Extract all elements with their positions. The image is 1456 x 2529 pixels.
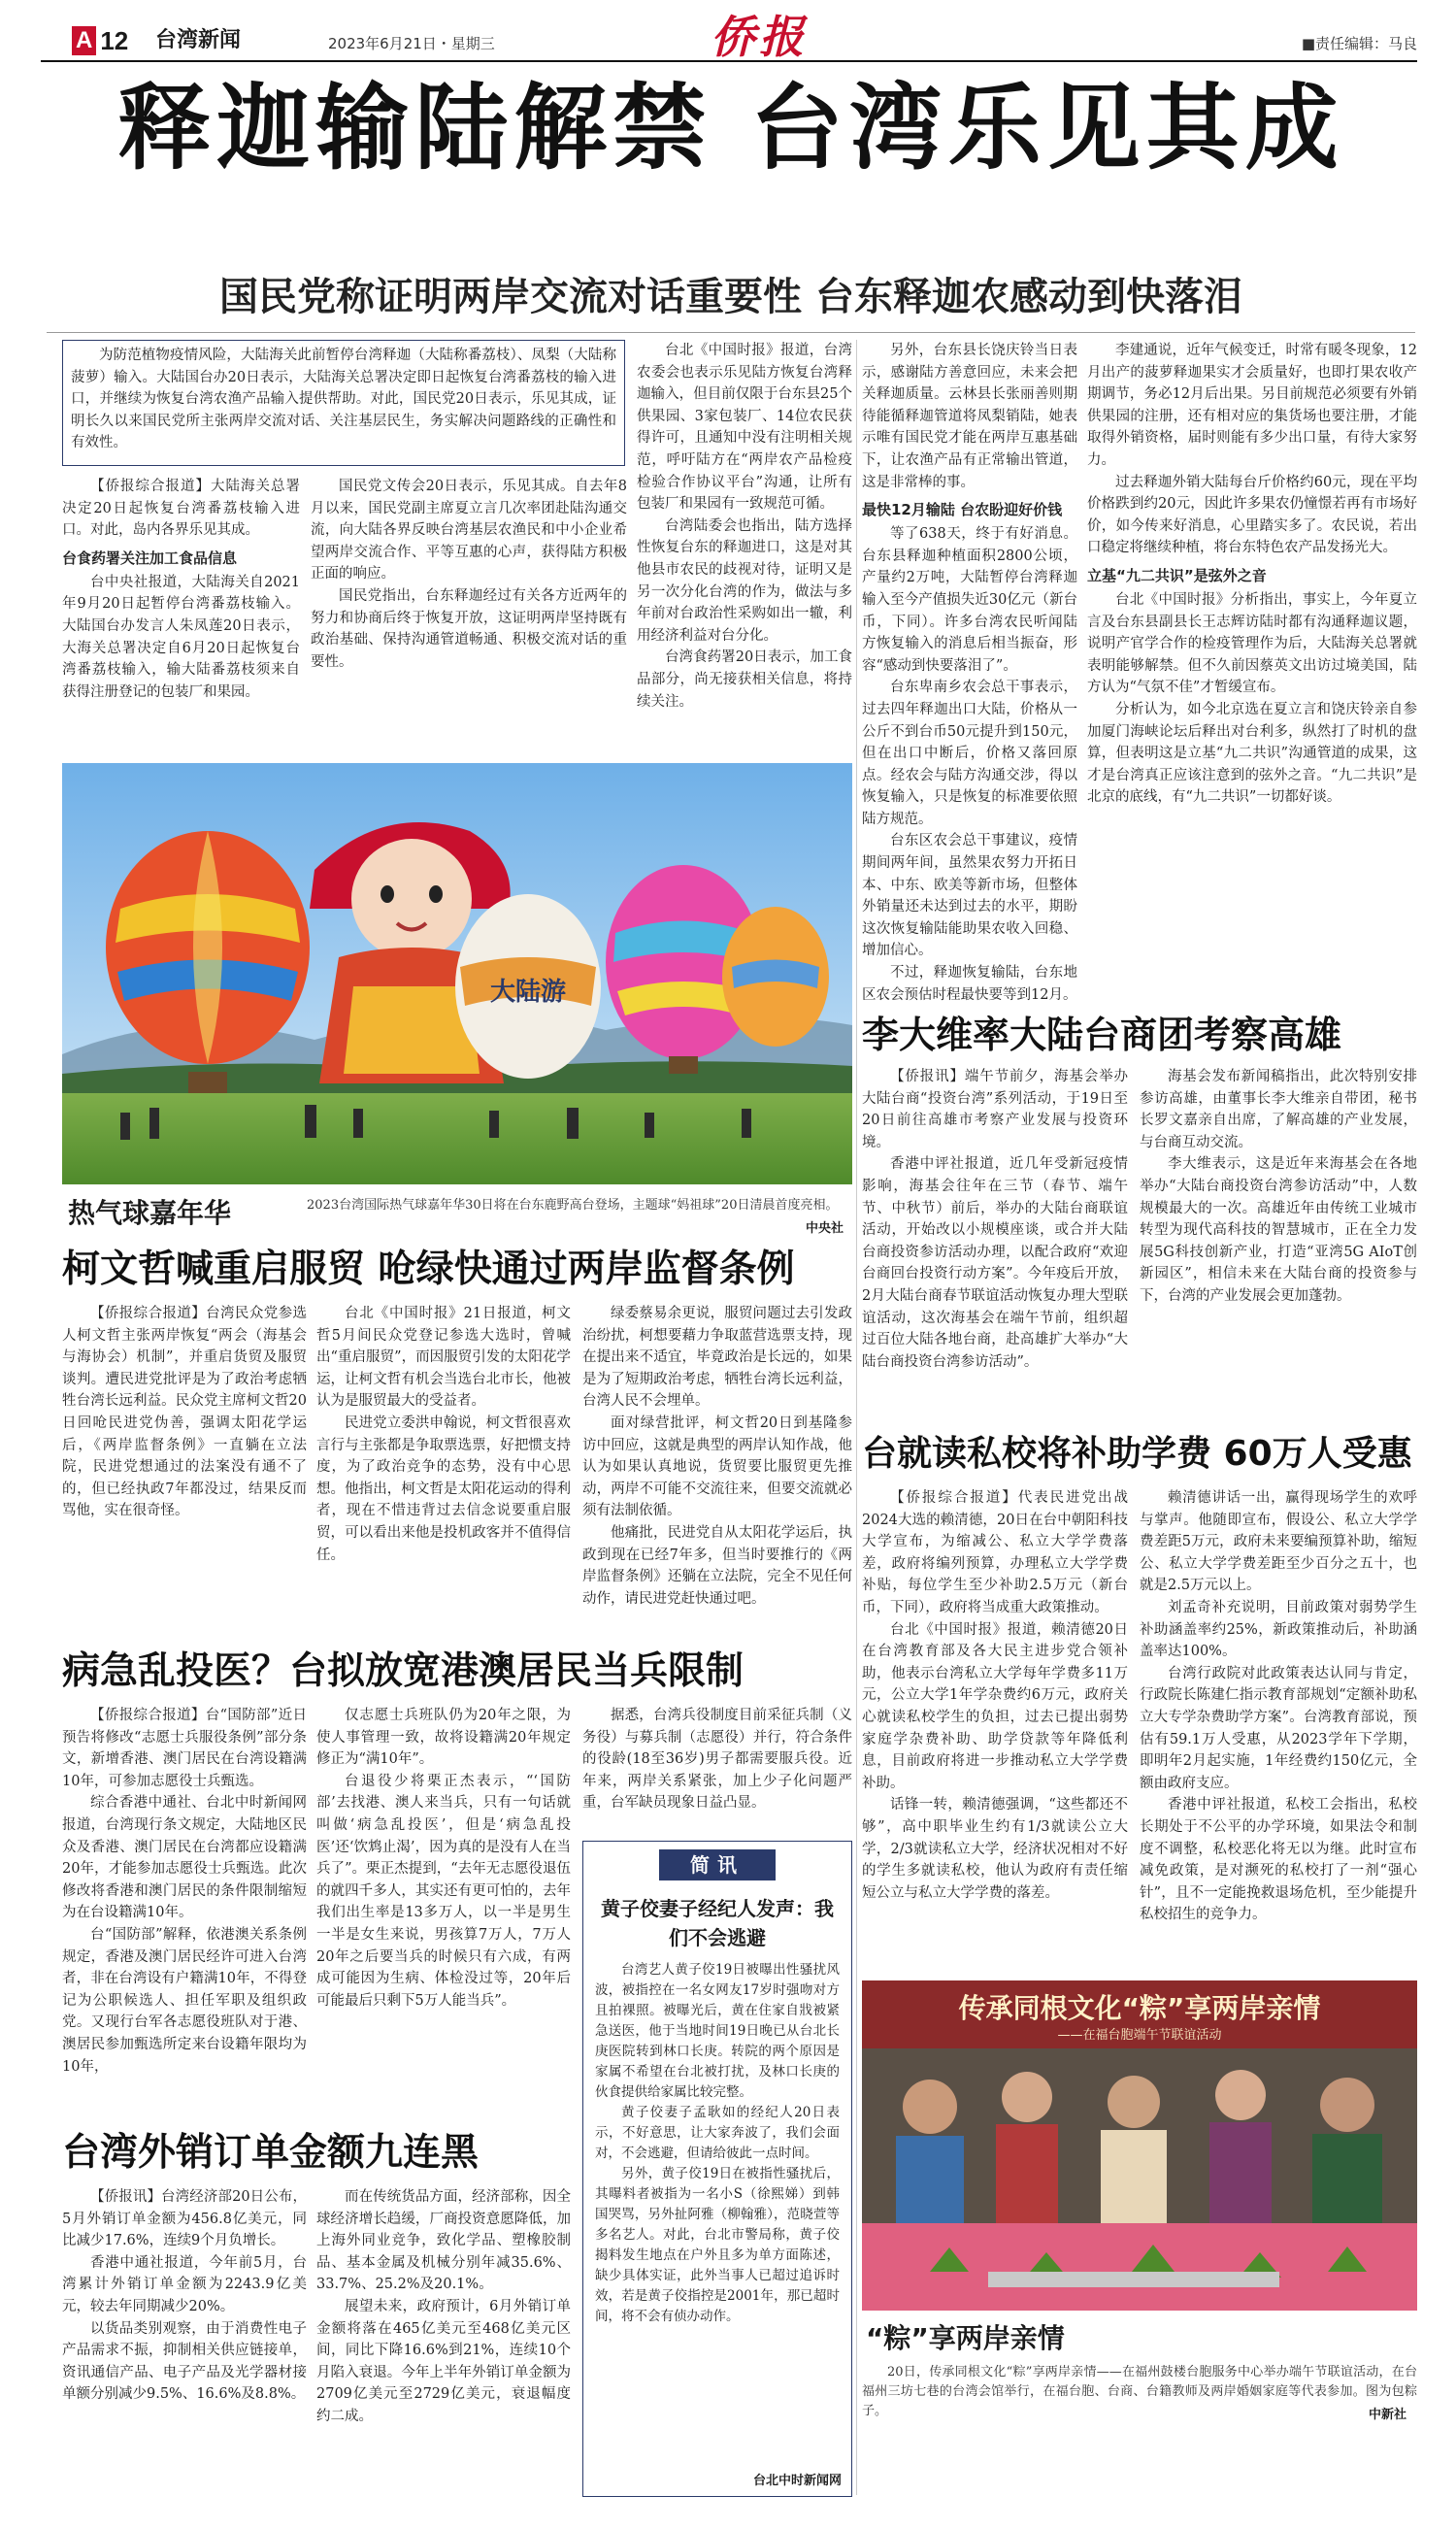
lee-headline: 李大维率大陆台商团考察高雄 bbox=[862, 1014, 1342, 1056]
tuition-p3: 话锋一转，赖清德强调，“这些都还不够”，高中职毕业生约有1/3就读公立大学，2/3就读私立大学，经济状况相对不好的学生多就读私校，他认为政府有责任缩短公立与私立大学学费的落差。 bbox=[862, 1797, 1128, 1901]
lead-paragraph: 为防范植物疫情风险，大陆海关此前暂停台湾释迦（大陆称番荔枝）、凤梨（大陆称菠萝）输入。大陆国台办20日表示，大陆海关总署决定即日起恢复台湾番荔枝的输入进口，并继续为恢复台湾农渔产品输入提供帮助。对此，国民党20日表示，乐见其成，证明长久以来国民党所主张两岸交流对话、关注基层民生，务实解决问题路线的正确性和有效性。 bbox=[71, 348, 616, 451]
main-headline: 释迦输陆解禁 台湾乐见其成 bbox=[117, 74, 1344, 183]
export-col-2 bbox=[316, 2186, 571, 2495]
balloon-caption-title: 热气球嘉年华 bbox=[68, 1197, 232, 1229]
section-name: 台湾新闻 bbox=[155, 28, 242, 52]
main-p16: 分析认为，如今北京选在夏立言和饶庆铃亲自参加厦门海峡论坛后释出对台利多，纵然打了时机的盘算，但表明这是立基“九二共识”沟通管道的成果，这才是台湾真正应该注意到的弦外之音。“九二共识”是北京的底线，有“九二共识”一切都好谈。 bbox=[1087, 701, 1417, 806]
zongzi-credit: 中新社 bbox=[1369, 2408, 1407, 2422]
tuition-p4: 赖清德讲话一出，赢得现场学生的欢呼与掌声。他随即宣布，假设公、私立大学学费差距5万元，政府未来要编预算补助，缩短公、私立大学学费差距至少百分之五十，也就是2.5万元以上。 bbox=[1140, 1490, 1417, 1594]
hk-p4: 仅志愿士兵班队仍为20年之限，为使人事管理一致，故将设籍满20年规定修正为“满10年”。 bbox=[316, 1708, 571, 1768]
main-p10: 台东卑南乡农会总干事表示，过去四年释迦出口大陆，价格从一公斤不到台币50元提升到150元，但在出口中断后，价格又落回原点。经农会与陆方沟通交涉，得以恢复输入，只是恢复的标准要依照陆方规范。 bbox=[862, 680, 1077, 827]
lee-p1: 【侨报讯】端午节前夕，海基会举办大陆台商“投资台湾”系列活动，于19日至20日前往高雄市考察产业发展与投资环境。 bbox=[862, 1069, 1128, 1150]
tuition-p6: 台湾行政院对此政策表达认同与肯定，行政院长陈建仁指示教育部规划“定额补助私立大专学杂费助学方案”。台湾教育部说，预估有59.1万人受惠，从2023学年下学期，即明年2月起实施，1年经费约150亿元，全额由政府支应。 bbox=[1140, 1665, 1417, 1791]
main-p13: 李建通说，近年气候变迁，时常有暖冬现象，12月出产的菠萝释迦果实才会质量好，也即打果农收产期调节，务必12月后出果。另目前规范必须要有外销供果园的注册，还有相对应的集货场也要注册，才能取得外销资格，届时则能有多少出口量，有待大家努力。 bbox=[1087, 343, 1417, 468]
lee-p3: 海基会发布新闻稿指出，此次特别安排参访高雄，由董事长李大维亲自带团，秘书长罗文嘉亲自出席，了解高雄的产业发展，与台商互动交流。 bbox=[1140, 1069, 1417, 1150]
hk-col-2 bbox=[316, 1705, 571, 2118]
balloon-illustration bbox=[62, 763, 852, 1184]
hk-p5: 台退役少将栗正杰表示，“‘国防部’去找港、澳人来当兵，只有一句话就叫做‘病急乱投医’，但是‘病急乱投医’还‘饮鸩止渴’，因为真的是没有人在当兵了”。栗正杰提到，“去年无志愿役退伍的就四千多人，其实还有更可怕的，去年我们出生率是13多万人，以一半是男生一半是女生来说，男孩算7万人，7万人20年之后要当兵的时候只有六成，有两成可能因为生病、体检没过等，20年后可能最后只剩下5万人能当兵”。 bbox=[316, 1773, 571, 2009]
export-p4: 而在传统货品方面，经济部称，因全球经济增长趋缓，厂商投资意愿降低，加上海外同业竞争，致化学品、塑橡胶制品、基本金属及机械分别年减35.6%、33.7%、25.2%及20.1%。 bbox=[316, 2189, 571, 2293]
tuition-p1: 【侨报综合报道】代表民进党出战2024大选的赖清德，20日在台中朝阳科技大学宣布，为缩减公、私立大学学费落差，政府将编列预算，办理私立大学学费补贴，每位学生至少补助2.5万元（新台币，下同），政府将当成重大政策推动。 bbox=[862, 1490, 1128, 1615]
export-p1: 【侨报讯】台湾经济部20日公布，5月外销订单金额为456.8亿美元，同比减少17.6%，连续9个月负增长。 bbox=[62, 2189, 307, 2249]
main-col-1 bbox=[62, 476, 300, 759]
column-rule bbox=[856, 340, 857, 1010]
export-headline: 台湾外销订单金额九连黑 bbox=[62, 2131, 480, 2175]
main-p7: 台湾食药署20日表示，加工食品部分，尚无接获相关信息，将持续关注。 bbox=[637, 649, 852, 710]
export-p3: 以货品类别观察，由于消费性电子产品需求不振，抑制相关供应链接单，资讯通信产品、电子产品及光学器材接单额分别减少9.5%、16.6%及8.8%。 bbox=[62, 2320, 307, 2403]
responsible-editor: ■责任编辑：马良 bbox=[1301, 35, 1417, 52]
lee-col-1 bbox=[862, 1066, 1128, 1419]
main-p5: 台北《中国时报》报道，台湾农委会也表示乐见陆方恢复台湾释迦输入，但目前仅限于台东县25个供果园、3家包装厂、14位农民获得许可，且通知中没有注明相关规范，呼吁陆方在“两岸农产品检疫检验合作协议平台”沟通，让所有包装厂和果园有一致规范可循。 bbox=[637, 343, 852, 513]
balloon-banner-text: 大陆游 bbox=[489, 978, 567, 1007]
main-subheadline: 国民党称证明两岸交流对话重要性 台东释迦农感动到快落泪 bbox=[219, 274, 1242, 319]
zongzi-banner: 传承同根文化“粽”享两岸亲情 bbox=[958, 1992, 1321, 2024]
main-p8: 另外，台东县长饶庆铃当日表示，感谢陆方善意回应，未来会把关释迦质量。云林县长张丽善则期待能循释迦管道将凤梨销陆，她表示唯有国民党才能在两岸互惠基础下，让农渔产品有正常输出管道，这是非常棒的事。 bbox=[862, 343, 1077, 490]
ko-p5: 面对绿营批评，柯文哲20日到基隆参访中回应，这就是典型的两岸认知作战，他认为如果认真地说，货贸要比服贸更先推动，两岸不可能不交流往来，但要交流就必须有法制依循。 bbox=[582, 1414, 852, 1519]
tuition-col-1 bbox=[862, 1487, 1128, 1971]
tuition-col-2 bbox=[1140, 1487, 1417, 1971]
brief-p1: 台湾艺人黄子佼19日被曝出性骚扰风波，被指控在一名女网友17岁时强吻对方且拍裸照。被曝光后，黄在住家自戕被紧急送医，他于当地时间19日晚已从台北长庚医院转到林口长庚。转院的两个原因是家属不希望在台北被打扰，及林口长庚的伙食提供给家属比较完整。 bbox=[595, 1962, 840, 2100]
hk-headline: 病急乱投医？台拟放宽港澳居民当兵限制 bbox=[62, 1649, 745, 1693]
tuition-p2: 台北《中国时报》报道，赖清德20日在台湾教育部及各大民主进步党合领补助，他表示台湾私立大学每年学费多11万元，公立大学1年学杂费约6万元，政府关心就读私校学生的负担，过去已提出弱势家庭学杂费补助、助学贷款等年降低利息，目前政府将进一步推动私立大学学费补助。 bbox=[862, 1621, 1128, 1791]
zongzi-caption: 20日，传承同根文化“粽”享两岸亲情——在福州鼓楼台胞服务中心举办端午节联谊活动，在台福州三坊七巷的台湾会馆举行，在福台胞、台商、台籍教师及两岸婚姻家庭等代表参加。图为包粽子。 bbox=[862, 2365, 1417, 2418]
brief-box bbox=[582, 1841, 852, 2497]
main-p3: 国民党文传会20日表示，乐见其成。自去年8月以来，国民党副主席夏立言几次率团赴陆沟通交流，向大陆各界反映台湾基层农渔民和中小企业希望两岸交流合作、平等互惠的心声，获得陆方积极正面的响应。 bbox=[311, 479, 627, 582]
main-col-4 bbox=[862, 340, 1077, 1003]
headline-rule bbox=[47, 332, 1415, 333]
page-number-badge bbox=[72, 25, 128, 56]
zongzi-photo bbox=[862, 1980, 1417, 2311]
ko-headline: 柯文哲喊重启服贸 呛绿快通过两岸监督条例 bbox=[62, 1248, 795, 1291]
brief-credit: 台北中时新闻网 bbox=[752, 2474, 842, 2488]
page-number: 12 bbox=[100, 25, 129, 55]
subhead-consensus: 立基“九二共识”是弦外之音 bbox=[1087, 566, 1267, 584]
tuition-p5: 刘孟奇补充说明，目前政策对弱势学生补助涵盖率约25%，新政策推动后，补助涵盖率达100%。 bbox=[1140, 1599, 1417, 1660]
lee-p2: 香港中评社报道，近几年受新冠疫情影响，海基会往年在三节（春节、端午节、中秋节）前后，举办的大陆台商联谊活动，开始改以小规模座谈，或合并大陆台商投资参访活动办理，以配合政府“欢迎台商回台投资行动方案”。今年疫后开放，2月大陆台商春节联谊活动恢复办理大型联谊活动，这次海基会在端午节前，组织超过百位大陆各地台商，赴高雄扩大举办“大陆台商投资台湾参访活动”。 bbox=[862, 1156, 1128, 1370]
ko-col-1 bbox=[62, 1303, 307, 1635]
main-p6: 台湾陆委会也指出，陆方选择性恢复台东的释迦进口，这是对其他县市农民的歧视对待，证明又是另一次分化台湾的作为，做法与多年前对台政治性采购如出一辙，利用经济利益对台分化。 bbox=[637, 517, 852, 644]
main-p14: 过去释迦外销大陆每台斤价格约60元，现在平均价格跌到约20元，因此许多果农仍憧憬若再有市场好价，如今传来好消息，心里踏实多了。农民说，若出口稳定将继续种植，将台东特色农产品发扬光大。 bbox=[1087, 474, 1417, 556]
subhead-food: 台食药署关注加工食品信息 bbox=[62, 549, 238, 567]
main-col-5 bbox=[1087, 340, 1417, 1008]
export-p2: 香港中通社报道，今年前5月，台湾累计外销订单金额为2243.9亿美元，较去年同期减少20%。 bbox=[62, 2254, 307, 2314]
ko-col-2 bbox=[316, 1303, 571, 1635]
main-col-2 bbox=[311, 476, 627, 759]
balloon-credit: 中央社 bbox=[806, 1221, 844, 1236]
lee-col-2 bbox=[1140, 1066, 1417, 1419]
ko-p6: 他痛批，民进党自从太阳花学运后，执政到现在已经7年多，但当时要推行的《两岸监督条例》还躺在立法院，完全不见任何动作，请民进党赶快通过吧。 bbox=[582, 1524, 852, 1607]
export-col-1 bbox=[62, 2186, 307, 2495]
main-p2: 台中央社报道，大陆海关自2021年9月20日起暂停台湾番荔枝输入。大陆国台办发言人朱凤莲20日表示，大海关总署决定自6月20日起恢复台湾番荔枝输入，输大陆番荔枝须来自获得注册登记的包装厂和果园。 bbox=[62, 574, 300, 700]
page-label: A bbox=[72, 26, 96, 55]
zongzi-caption-title: “粽”享两岸亲情 bbox=[866, 2322, 1065, 2354]
main-p12: 不过，释迦恢复输陆，台东地区农会预估时程最快要等到12月。 bbox=[862, 965, 1077, 1003]
issue-date: 2023年6月21日・星期三 bbox=[328, 35, 495, 52]
ko-p1: 【侨报综合报道】台湾民众党参选人柯文哲主张两岸恢复“两会（海基会与海协会）机制”，并重启货贸及服贸谈判。遭民进党批评是为了政治考虑牺牲台湾长远利益。民众党主席柯文哲20日回呛民进党伪善，强调太阳花学运后，《两岸监督条例》一直躺在立法院，民进党想通过的法案没有通不了的，但已经执政7年都没过，结果反而骂他，实在很奇怪。 bbox=[62, 1306, 307, 1519]
page-header bbox=[41, 11, 1417, 63]
zongzi-illustration bbox=[862, 1980, 1417, 2311]
zongzi-banner-sub: ——在福台胞端午节联谊活动 bbox=[1057, 2028, 1222, 2043]
hk-p3: 台“国防部”解释，依港澳关系条例规定，香港及澳门居民经许可进入台湾者，非在台湾设有户籍满10年，不得登记为公职候选人、担任军职及组织政党。又现行台军各志愿役班队对于港、澳居民参加甄选所定来台设籍年限均为10年， bbox=[62, 1926, 307, 2075]
ko-p4: 绿委蔡易余更说，服贸问题过去引发政治纷扰，柯想要藉力争取蓝营选票支持，现在提出来不适宜，毕竟政治是长远的，如果是为了短期政治考虑，牺牲台湾长远利益，台湾人民不会埋单。 bbox=[582, 1306, 852, 1410]
ko-p3: 民进党立委洪申翰说，柯文哲很喜欢言行与主张都是争取票选票，好把惯支持度，为了政治竞争的态势，没有中心思想。他指出，柯文哲是太阳花运动的得利者，现在不惜违背过去信念说要重启服贸，可以看出来他是投机政客并不值得信任。 bbox=[316, 1414, 571, 1563]
brief-label: 简讯 bbox=[659, 1849, 776, 1880]
balloon-caption: 2023台湾国际热气球嘉年华30日将在台东鹿野高台登场，主题球“妈祖球”20日清晨首度亮相。 bbox=[307, 1198, 839, 1213]
balloon-photo bbox=[62, 763, 852, 1184]
ko-col-3 bbox=[582, 1303, 852, 1635]
lead-box bbox=[62, 340, 625, 466]
subhead-december: 最快12月输陆 台农盼迎好价钱 bbox=[862, 501, 1063, 519]
brief-p2: 黄子佼妻子孟耿如的经纪人20日表示，不好意思，让大家奔波了，我们会面对，不会逃避，但请给彼此一点时间。 bbox=[595, 2105, 840, 2161]
hk-p2: 综合香港中通社、台北中时新闻网报道，台湾现行条文规定，大陆地区民众及香港、澳门居民在台湾都应设籍满20年，才能参加志愿役士兵甄选。此次修改将香港和澳门居民的条件限制缩短为在台设籍满10年。 bbox=[62, 1795, 307, 1921]
ko-p2: 台北《中国时报》21日报道，柯文哲5月间民众党登记参选大选时，曾喊出“重启服贸”，而因服贸引发的太阳花学运，让柯文哲有机会当选台北市长，他被认为是服贸最大的受益者。 bbox=[316, 1306, 571, 1410]
main-p15: 台北《中国时报》分析指出，事实上，今年夏立言及台东县副县长王志辉访陆时都有沟通释迦议题，说明产官学合作的检疫管理作为后，大陆海关总署就表明能够解禁。但不久前因蔡英文出访过境美国，陆方认为“气氛不佳”才暂缓宣布。 bbox=[1087, 591, 1417, 696]
hk-p6: 据悉，台湾兵役制度目前采征兵制（义务役）与募兵制（志愿役）并行，符合条件的役龄(18至36岁)男子都需要服兵役。近年来，两岸关系紧张，加上少子化问题严重，台军缺员现象日益凸显。 bbox=[582, 1708, 852, 1812]
lee-p4: 李大维表示，这是近年来海基会在各地举办“大陆台商投资台湾参访活动”中，人数规模最大的一次。高雄近年由传统工业城市转型为现代高科技的智慧城市，正在全力发展5G科技创新产业，打造“亚湾5G AIoT创新园区”，相信未来在大陆台商的投资参与下，台湾的产业发展会更加蓬勃。 bbox=[1140, 1156, 1417, 1304]
balloon-banner-balloon bbox=[455, 894, 601, 1079]
hk-col-1 bbox=[62, 1705, 307, 2118]
main-p1: 【侨报综合报道】大陆海关总署决定20日起恢复台湾番荔枝输入进口。对此，岛内各界乐见其成。 bbox=[62, 479, 300, 539]
brief-headline: 黄子佼妻子经纪人发声：我们不会逃避 bbox=[601, 1897, 834, 1949]
hk-col-3 bbox=[582, 1705, 852, 1831]
hk-p1: 【侨报综合报道】台“国防部”近日预告将修改“志愿士兵服役条例”部分条文，新增香港、澳门居民在台湾设籍满10年，可参加志愿役士兵甄选。 bbox=[62, 1708, 307, 1789]
tuition-p7: 香港中评社报道，私校工会指出，私校长期处于不公平的办学环境，如果法令和制度不调整，私校恶化将无以为继。此时宣布减免政策，是对濒死的私校打了一剂“强心针”，且不一定能挽救退场危机，至少能提升私校招生的竞争力。 bbox=[1140, 1797, 1417, 1923]
column-rule bbox=[856, 1010, 857, 2495]
main-col-3 bbox=[637, 340, 852, 759]
brief-p3: 另外，黄子佼19日在被指性骚扰后，其曝料者被指为一名小S（徐熙娣）到韩国哭骂，另外扯阿雅（柳翰雅），范晓萱等多名艺人。对此，台北市警局称，黄子佼揭料发生地点在户外且多为单方面陈述，缺少具体实证，此外当事人已超过追诉时效，若是黄子佼指控是2001年，那已超时间，将不会有侦办动作。 bbox=[595, 2166, 840, 2324]
main-p11: 台东区农会总干事建议，疫情期间两年间，虽然果农努力开拓日本、中东、欧美等新市场，但整体外销量还未达到过去的水平，期盼这次恢复输陆能助果农收入回稳、增加信心。 bbox=[862, 833, 1077, 959]
main-p4: 国民党指出，台东释迦经过有关各方近两年的努力和协商后终于恢复开放，这证明两岸坚持既有政治基础、保持沟通管道畅通、积极交流对话的重要性。 bbox=[311, 587, 627, 670]
export-p5: 展望未来，政府预计，6月外销订单金额将落在465亿美元至468亿美元区间，同比下降16.6%到21%，连续10个月陷入衰退。今年上半年外销订单金额为2709亿美元至2729亿美元，衰退幅度约二成。 bbox=[316, 2298, 571, 2424]
main-p9: 等了638天，终于有好消息。台东县释迦种植面积2800公顷，产量约2万吨，大陆暂停台湾释迦输入至今产值损失近30亿元（新台币，下同）。许多台湾农民听闻陆方恢复输入的消息后相当振奋，形容“感动到快要落泪了”。 bbox=[862, 526, 1077, 674]
brief-body bbox=[595, 1960, 840, 2451]
tuition-headline: 台就读私校将补助学费 60万人受惠 bbox=[862, 1434, 1412, 1474]
masthead-logo: 侨报 bbox=[711, 11, 808, 63]
